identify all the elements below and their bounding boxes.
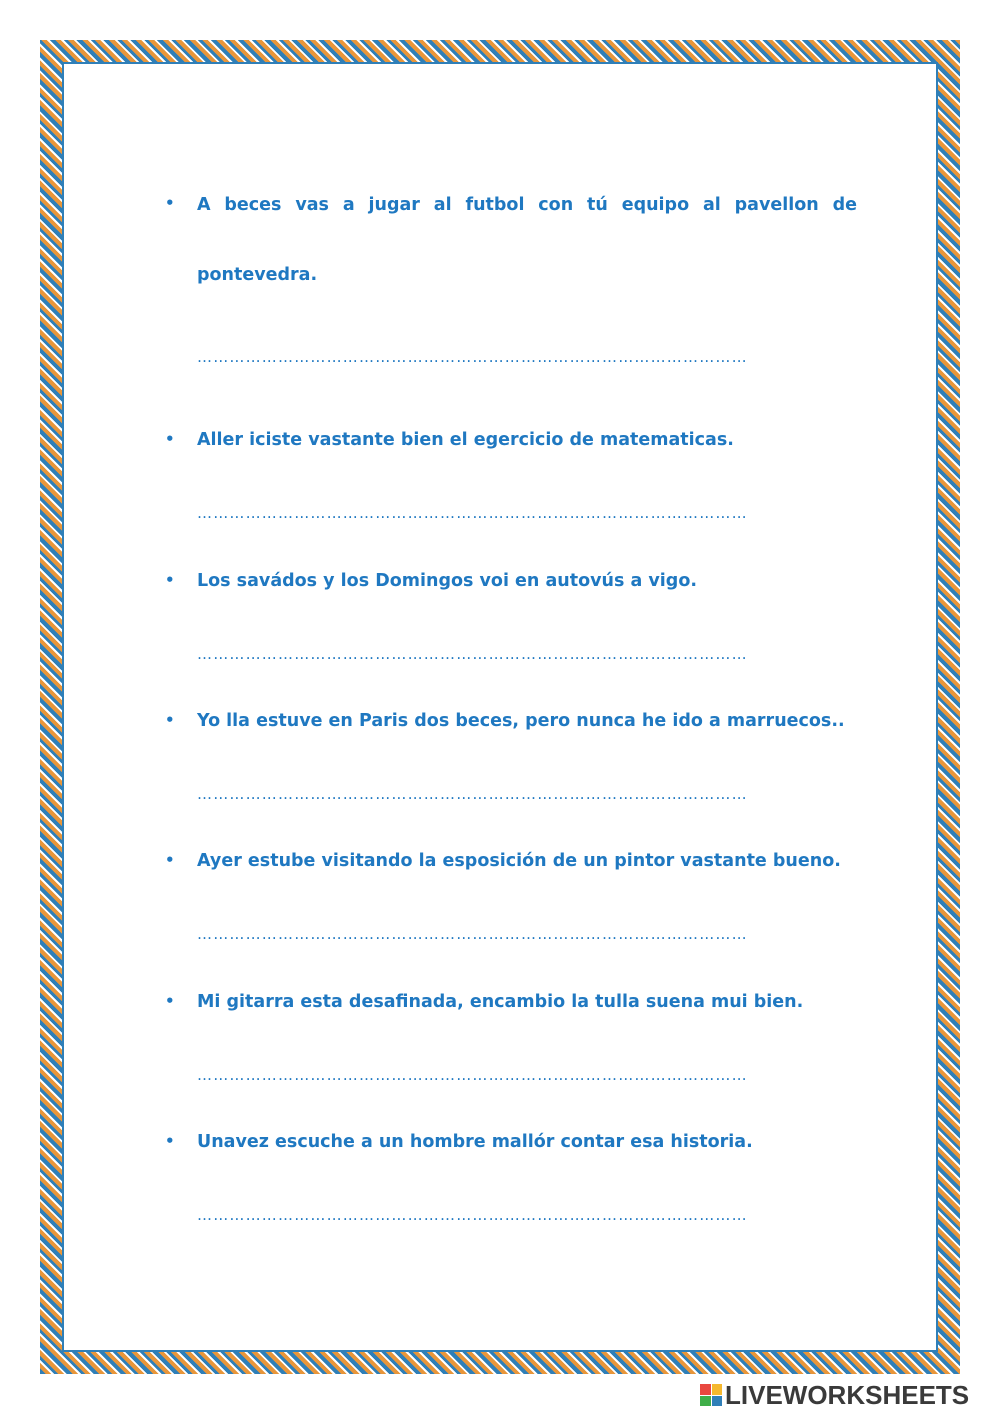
exercise-item-4 — [165, 711, 857, 731]
answer-line[interactable]: ………………………………………………………………………………………… — [197, 1066, 748, 1084]
exercise-sentence: Aller iciste vastante bien el egercicio de matematicas. — [197, 430, 734, 450]
bullet-icon: • — [165, 711, 175, 729]
bullet-icon: • — [165, 1132, 175, 1150]
exercise-sentence: Yo lla estuve en Paris dos beces, pero nunca he ido a marruecos.. — [197, 711, 845, 731]
exercise-sentence: Ayer estube visitando la esposición de un pintor vastante bueno. — [197, 851, 841, 871]
answer-line[interactable]: ………………………………………………………………………………………… — [197, 925, 748, 943]
answer-line[interactable]: ………………………………………………………………………………………… — [197, 645, 748, 663]
answer-line[interactable]: ………………………………………………………………………………………… — [197, 504, 748, 522]
exercise-sentence: Unavez escuche a un hombre mallór contar esa historia. — [197, 1132, 753, 1152]
answer-line[interactable]: ………………………………………………………………………………………… — [197, 1206, 748, 1224]
answer-line[interactable]: ………………………………………………………………………………………… — [197, 348, 748, 366]
exercise-sentence: A beces vas a jugar al futbol con tú equipo al pavellon de pontevedra. — [197, 195, 857, 285]
logo-square — [700, 1384, 711, 1395]
logo-square — [712, 1396, 723, 1407]
exercise-item-1 — [165, 170, 857, 310]
exercise-item-5 — [165, 851, 857, 871]
exercise-item-6 — [165, 992, 857, 1012]
logo-squares-icon — [700, 1384, 722, 1406]
exercise-item-7 — [165, 1132, 857, 1152]
exercise-sentence: Mi gitarra esta desafinada, encambio la tulla suena mui bien. — [197, 992, 804, 1012]
bullet-icon: • — [165, 194, 175, 212]
exercise-item-3 — [165, 571, 857, 591]
liveworksheets-logo[interactable] — [700, 1380, 969, 1410]
answer-line[interactable]: ………………………………………………………………………………………… — [197, 785, 748, 803]
bullet-icon: • — [165, 992, 175, 1010]
logo-square — [712, 1384, 723, 1395]
bullet-icon: • — [165, 571, 175, 589]
exercise-sentence: Los savádos y los Domingos voi en autovús a vigo. — [197, 571, 697, 591]
logo-square — [700, 1396, 711, 1407]
logo-text: LIVEWORKSHEETS — [725, 1379, 970, 1410]
bullet-icon: • — [165, 430, 175, 448]
exercise-item-2 — [165, 430, 857, 450]
bullet-icon: • — [165, 851, 175, 869]
